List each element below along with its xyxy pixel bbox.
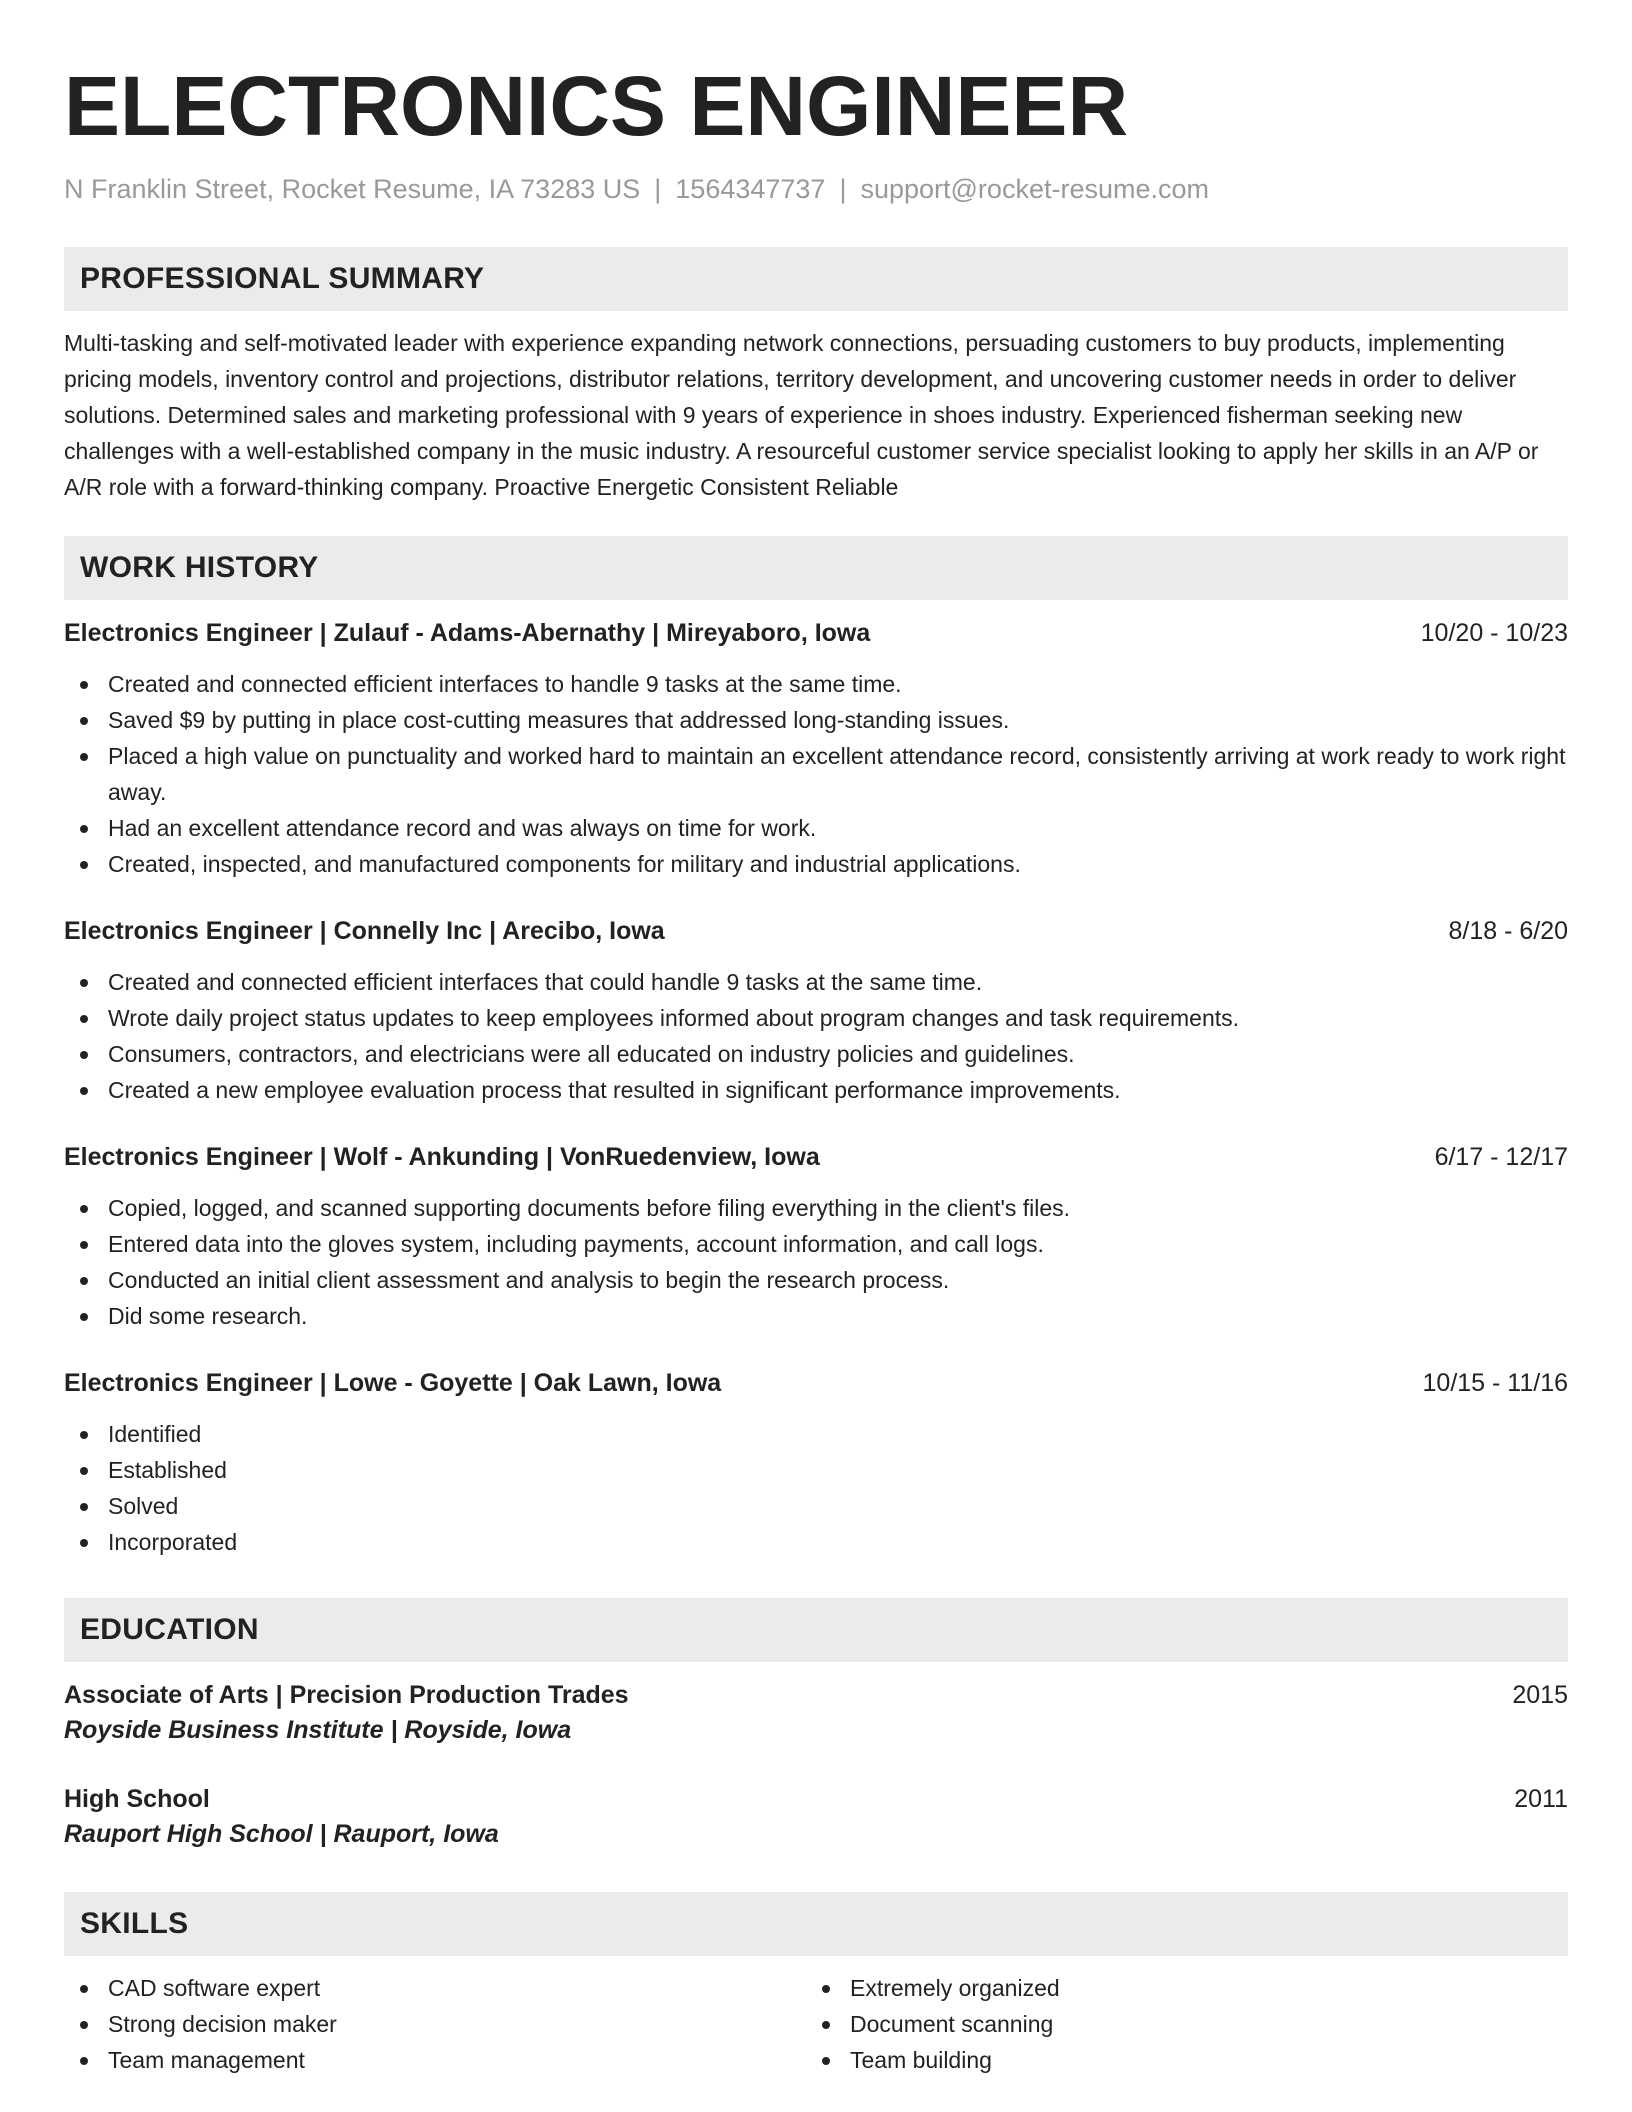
job-title: Electronics Engineer | Lowe - Goyette | Oak Lawn, Iowa — [64, 1369, 722, 1397]
job-entry — [64, 1366, 1568, 1560]
education-year: 2011 — [1514, 1785, 1568, 1813]
education-year: 2015 — [1512, 1681, 1568, 1709]
section-heading-summary: PROFESSIONAL SUMMARY — [64, 247, 1568, 311]
skill-item: Document scanning — [806, 2006, 1548, 2042]
list-item: Consumers, contractors, and electricians were all educated on industry policies and guidelines. — [64, 1036, 1568, 1072]
education-entry — [64, 1678, 1568, 1748]
list-item: Identified — [64, 1416, 1568, 1452]
job-bullets — [64, 666, 1568, 882]
education-school: Royside Business Institute | Royside, Iowa — [64, 1716, 572, 1744]
job-header — [64, 1366, 1568, 1400]
list-item: Incorporated — [64, 1524, 1568, 1560]
section-heading-education: EDUCATION — [64, 1598, 1568, 1662]
skill-item: Strong decision maker — [64, 2006, 806, 2042]
list-item: Established — [64, 1452, 1568, 1488]
contact-separator: | — [839, 174, 847, 204]
job-entry — [64, 914, 1568, 1108]
page-title: ELECTRONICS ENGINEER — [64, 59, 1129, 153]
list-item: Did some research. — [64, 1298, 1568, 1334]
skill-item: CAD software expert — [64, 1970, 806, 2006]
education-header — [64, 1782, 1568, 1816]
skills-columns — [64, 1970, 1568, 2078]
job-title: Electronics Engineer | Wolf - Ankunding | VonRuedenview, Iowa — [64, 1143, 820, 1171]
list-item: Had an excellent attendance record and was always on time for work. — [64, 810, 1568, 846]
job-bullets — [64, 1416, 1568, 1560]
skills-list-left — [64, 1970, 806, 2078]
list-item: Created and connected efficient interfaces that could handle 9 tasks at the same time. — [64, 964, 1568, 1000]
job-bullets — [64, 964, 1568, 1108]
job-dates: 6/17 - 12/17 — [1434, 1143, 1568, 1171]
skill-item: Team building — [806, 2042, 1548, 2078]
job-title: Electronics Engineer | Zulauf - Adams-Abernathy | Mireyaboro, Iowa — [64, 619, 871, 647]
section-heading-skills: SKILLS — [64, 1892, 1568, 1956]
list-item: Entered data into the gloves system, including payments, account information, and call logs. — [64, 1226, 1568, 1262]
contact-line — [64, 172, 1568, 206]
education-entry — [64, 1782, 1568, 1852]
job-header — [64, 1140, 1568, 1174]
skill-item: Extremely organized — [806, 1970, 1548, 2006]
job-dates: 10/15 - 11/16 — [1422, 1369, 1568, 1397]
job-entry — [64, 1140, 1568, 1334]
job-header — [64, 616, 1568, 650]
summary-text: Multi-tasking and self-motivated leader with experience expanding network connections, persuading customers to buy products, implementing pricing models, inventory control and projections, distributor relations, territory development, and uncovering customer needs in order to deliver solutions. Determined sales and marketing professional with 9 years of experience in shoes industry. Experienced fisherman seeking new challenges with a well-established company in the music industry. A resourceful customer service specialist looking to apply her skills in an A/P or A/R role with a forward-thinking company. Proactive Energetic Consistent Reliable — [64, 330, 1539, 500]
job-dates: 8/18 - 6/20 — [1448, 917, 1568, 945]
resume-page — [64, 0, 1568, 2078]
list-item: Copied, logged, and scanned supporting documents before filing everything in the client's files. — [64, 1190, 1568, 1226]
education-header — [64, 1678, 1568, 1712]
job-title: Electronics Engineer | Connelly Inc | Arecibo, Iowa — [64, 917, 665, 945]
section-heading-work-history: WORK HISTORY — [64, 536, 1568, 600]
education-degree: Associate of Arts | Precision Production Trades — [64, 1681, 629, 1709]
list-item: Solved — [64, 1488, 1568, 1524]
list-item: Created, inspected, and manufactured components for military and industrial applications. — [64, 846, 1568, 882]
list-item: Placed a high value on punctuality and worked hard to maintain an excellent attendance record, consistently arriving at work ready to work right away. — [64, 738, 1568, 810]
list-item: Saved $9 by putting in place cost-cutting measures that addressed long-standing issues. — [64, 702, 1568, 738]
job-dates: 10/20 - 10/23 — [1420, 619, 1568, 647]
list-item: Wrote daily project status updates to keep employees informed about program changes and task requirements. — [64, 1000, 1568, 1036]
job-header — [64, 914, 1568, 948]
job-entry — [64, 616, 1568, 882]
skill-item: Team management — [64, 2042, 806, 2078]
job-bullets — [64, 1190, 1568, 1334]
contact-separator: | — [654, 174, 662, 204]
contact-address: N Franklin Street, Rocket Resume, IA 73283 US — [64, 174, 641, 204]
contact-email[interactable]: support@rocket-resume.com — [860, 174, 1209, 204]
education-degree: High School — [64, 1785, 210, 1813]
list-item: Created and connected efficient interfaces to handle 9 tasks at the same time. — [64, 666, 1568, 702]
skills-list-right — [806, 1970, 1548, 2078]
list-item: Created a new employee evaluation process that resulted in significant performance improvements. — [64, 1072, 1568, 1108]
education-school: Rauport High School | Rauport, Iowa — [64, 1820, 499, 1848]
list-item: Conducted an initial client assessment and analysis to begin the research process. — [64, 1262, 1568, 1298]
contact-phone: 1564347737 — [675, 174, 826, 204]
